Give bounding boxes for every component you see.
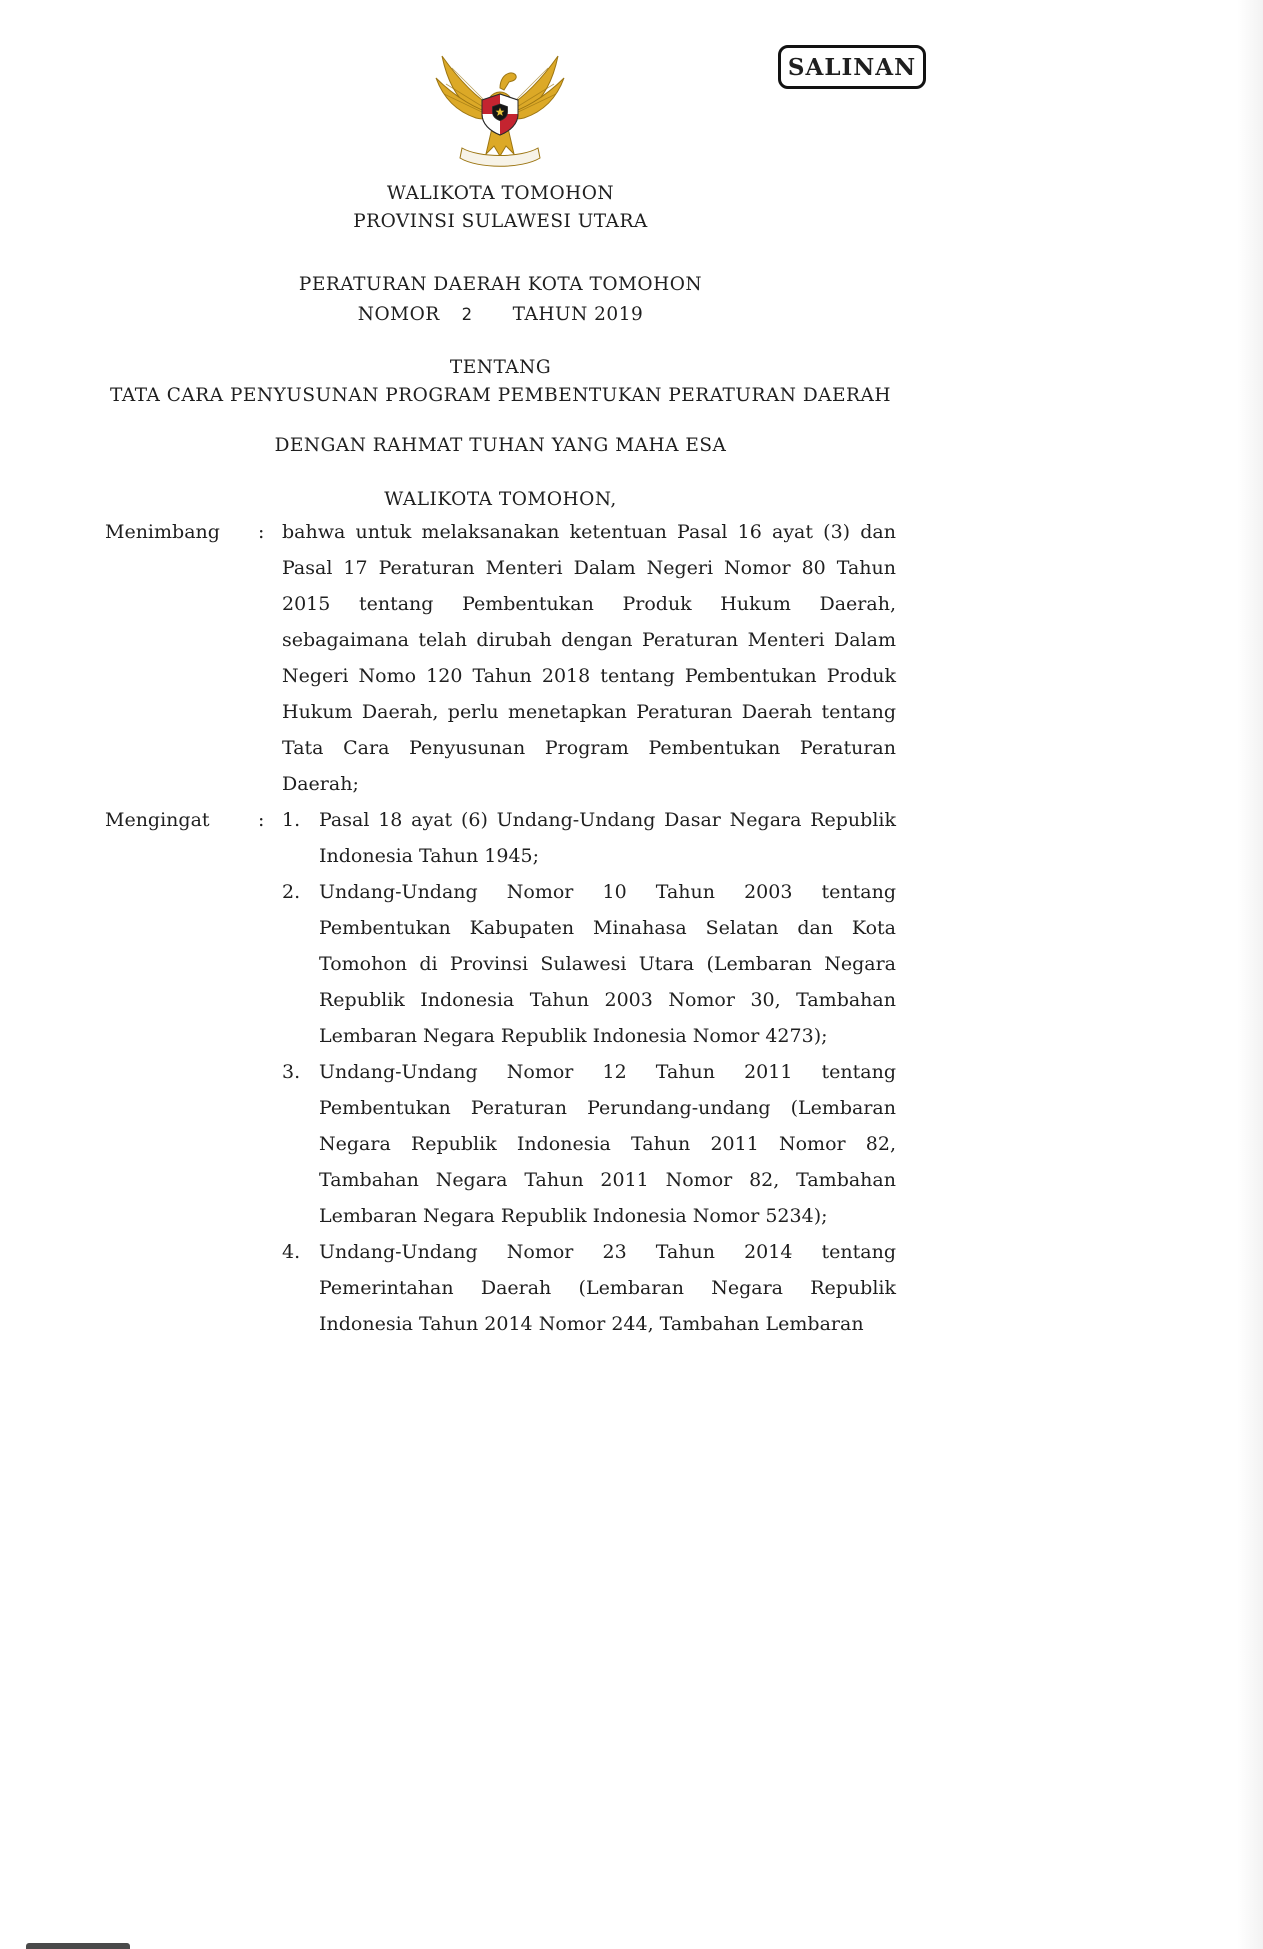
document-content — [105, 180, 896, 1342]
list-item-text: Undang-Undang Nomor 12 Tahun 2011 tentang Pembentukan Peraturan Perundang-undang (Lembaran Negara Republik Indonesia Tahun 2011 Nomor 82, Tambahan Negara Tahun 2011 Nomor 82, Tambahan Lembaran Negara Republik Indonesia Nomor 5234); — [319, 1061, 896, 1227]
mengingat-section — [105, 802, 896, 1342]
list-item-text: Pasal 18 ayat (6) Undang-Undang Dasar Negara Republik Indonesia Tahun 1945; — [319, 809, 896, 867]
regulation-number-line — [105, 300, 896, 330]
menimbang-label: Menimbang — [105, 521, 220, 543]
rahmat-heading: DENGAN RAHMAT TUHAN YANG MAHA ESA — [274, 435, 727, 456]
regulation-title: PERATURAN DAERAH KOTA TOMOHON — [298, 274, 703, 295]
subject-heading: TATA CARA PENYUSUNAN PROGRAM PEMBENTUKAN PERATURAN DAERAH — [110, 385, 891, 406]
list-item-number: 4. — [282, 1241, 301, 1263]
list-item — [282, 1054, 896, 1234]
salinan-label: SALINAN — [787, 53, 917, 81]
list-item-text: Undang-Undang Nomor 10 Tahun 2003 tentang Pembentukan Kabupaten Minahasa Selatan dan Kota Tomohon di Provinsi Sulawesi Utara (Lembaran Negara Republik Indonesia Tahun 2003 Nomor 30, Tambahan Lembaran Negara Republik Indonesia Nomor 4273); — [319, 881, 896, 1047]
nomor-label: NOMOR — [357, 304, 440, 325]
list-item — [282, 874, 896, 1054]
menimbang-colon: : — [258, 521, 265, 543]
list-item — [282, 802, 896, 874]
menimbang-section — [105, 514, 896, 802]
scan-artifact — [26, 1943, 130, 1949]
mengingat-list — [282, 802, 896, 1342]
nomor-value: 2 — [461, 305, 473, 324]
scan-edge-shade — [1237, 0, 1263, 1949]
mengingat-colon: : — [258, 809, 265, 831]
garuda-pancasila-emblem — [425, 50, 575, 168]
mengingat-label: Mengingat — [105, 809, 210, 831]
list-item-text: Undang-Undang Nomor 23 Tahun 2014 tentang Pemerintahan Daerah (Lembaran Negara Republik Indonesia Tahun 2014 Nomor 244, Tambahan Lembaran — [319, 1241, 896, 1335]
salinan-badge — [778, 45, 926, 89]
menimbang-text: bahwa untuk melaksanakan ketentuan Pasal 16 ayat (3) dan Pasal 17 Peraturan Menteri Dalam Negeri Nomor 80 Tahun 2015 tentang Pembentukan Produk Hukum Daerah, sebagaimana telah dirubah dengan Peraturan Menteri Dalam Negeri Nomo 120 Tahun 2018 tentang Pembentukan Produk Hukum Daerah, perlu menetapkan Peraturan Daerah tentang Tata Cara Penyusunan Program Pembentukan Peraturan Daerah; — [282, 521, 896, 795]
tentang-heading: TENTANG — [449, 357, 552, 378]
list-item-number: 1. — [282, 809, 301, 831]
list-item-number: 3. — [282, 1061, 301, 1083]
list-item-number: 2. — [282, 881, 301, 903]
walikota-signature-heading: WALIKOTA TOMOHON, — [384, 489, 617, 510]
tahun-label: TAHUN 2019 — [512, 304, 644, 325]
header-walikota: WALIKOTA TOMOHON — [386, 183, 615, 204]
header-provinsi: PROVINSI SULAWESI UTARA — [353, 211, 648, 232]
list-item — [282, 1234, 896, 1342]
garuda-pancasila-icon — [425, 50, 575, 168]
